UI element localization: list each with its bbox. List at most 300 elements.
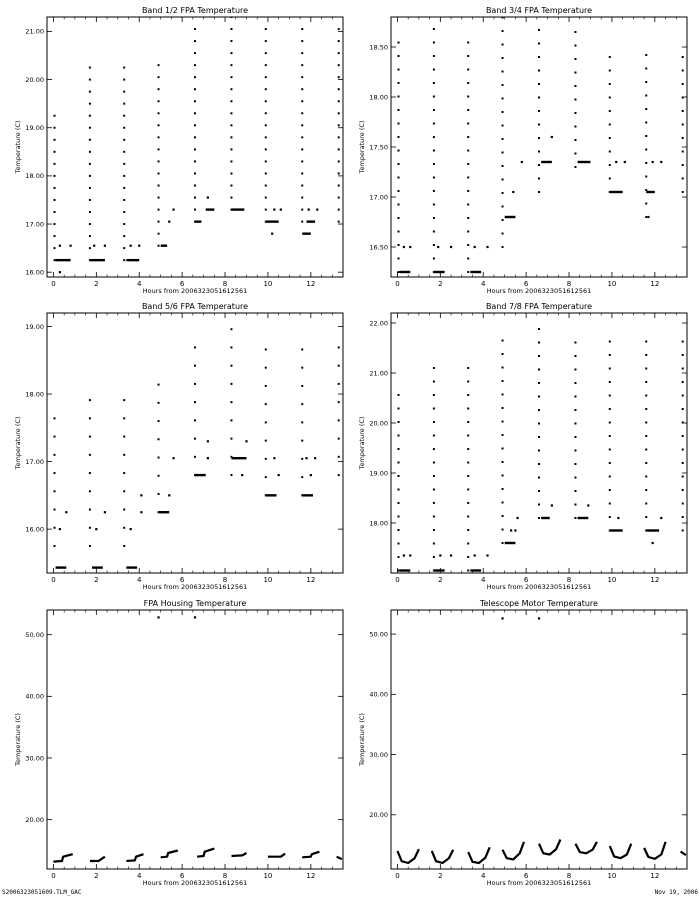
data-point [433, 543, 435, 545]
data-point [158, 172, 160, 174]
data-point [265, 160, 267, 162]
y-tick-label: 21.00 [369, 369, 388, 378]
data-point [682, 476, 684, 478]
data-point [574, 166, 576, 168]
data-point [123, 259, 125, 261]
data-point [551, 136, 553, 138]
y-tick-label: 18.50 [369, 43, 388, 52]
data-point [502, 84, 504, 86]
data-point [338, 383, 340, 385]
data-point [467, 556, 469, 558]
data-point [158, 197, 160, 199]
data-point [398, 217, 400, 219]
data-point [89, 509, 91, 511]
data-point [230, 474, 232, 476]
data-point [398, 258, 400, 260]
data-point [467, 109, 469, 111]
data-point [301, 367, 303, 369]
chart-panel-5 [14, 599, 343, 887]
data-point [538, 490, 540, 492]
data-point [89, 163, 91, 165]
data-point [609, 449, 611, 451]
data-point [59, 271, 61, 273]
data-point [682, 489, 684, 491]
data-point [502, 138, 504, 140]
data-point [301, 160, 303, 162]
data-point [574, 382, 576, 384]
data-series-line [197, 849, 214, 857]
data-point [230, 383, 232, 385]
data-point [301, 28, 303, 30]
data-point [574, 58, 576, 60]
data-point [502, 57, 504, 59]
data-point [433, 15, 435, 17]
data-point [301, 64, 303, 66]
data-point [398, 190, 400, 192]
data-point [502, 448, 504, 450]
data-point [682, 381, 684, 383]
footer-date: Nov 19, 2006 [654, 889, 698, 896]
data-point [301, 458, 303, 460]
data-point [609, 164, 611, 166]
data-point [230, 148, 232, 150]
chart-panel-1 [14, 6, 343, 295]
data-point [194, 124, 196, 126]
x-tick-label: 2 [438, 872, 443, 880]
data-point [609, 341, 611, 343]
data-point [645, 381, 647, 383]
data-point [574, 450, 576, 452]
data-segment [470, 569, 481, 571]
data-point [54, 490, 56, 492]
data-point [123, 79, 125, 81]
x-tick-label: 10 [263, 576, 273, 584]
data-point [502, 421, 504, 423]
data-point [467, 96, 469, 98]
data-segment [126, 259, 139, 261]
data-point [467, 367, 469, 369]
data-point [194, 197, 196, 199]
data-point [486, 554, 488, 556]
data-point [587, 504, 589, 506]
data-point [104, 245, 106, 247]
data-point [467, 163, 469, 165]
data-point [682, 449, 684, 451]
y-axis-label: Temperature (C) [358, 120, 366, 174]
data-point [609, 435, 611, 437]
data-point [398, 69, 400, 71]
data-point [433, 489, 435, 491]
data-point [502, 488, 504, 490]
data-point [338, 64, 340, 66]
data-point [609, 151, 611, 153]
data-point [502, 206, 504, 208]
data-point [409, 554, 411, 556]
data-point [433, 82, 435, 84]
data-point [682, 503, 684, 505]
data-point [245, 440, 247, 442]
data-point [314, 457, 316, 459]
data-point [172, 208, 174, 210]
data-layer [54, 16, 340, 273]
data-point [467, 271, 469, 273]
y-tick-label: 16.00 [25, 525, 44, 534]
data-point [158, 88, 160, 90]
data-point [467, 462, 469, 464]
data-point [609, 503, 611, 505]
data-point [398, 543, 400, 545]
data-segment [266, 494, 277, 496]
data-point [682, 56, 684, 58]
data-point [93, 245, 95, 247]
data-point [54, 509, 56, 511]
data-point [230, 172, 232, 174]
data-point [123, 175, 125, 177]
chart-title: Band 1/2 FPA Temperature [141, 6, 249, 15]
data-point [301, 421, 303, 423]
data-point [433, 381, 435, 383]
data-point [271, 233, 273, 235]
x-axis-label: Hours from 2006323051612561 [486, 879, 592, 887]
data-point [305, 457, 307, 459]
data-point [645, 108, 647, 110]
data-point [398, 82, 400, 84]
data-point [123, 454, 125, 456]
data-point [265, 40, 267, 42]
data-point [398, 55, 400, 57]
data-point [312, 221, 314, 223]
data-point [54, 187, 56, 189]
data-point [574, 463, 576, 465]
y-tick-label: 20.00 [369, 419, 388, 428]
data-segment [434, 569, 445, 571]
data-point [194, 456, 196, 458]
data-point [265, 28, 267, 30]
data-point [398, 150, 400, 152]
data-point [467, 421, 469, 423]
data-point [158, 136, 160, 138]
data-point [338, 419, 340, 421]
chart-title: Band 7/8 FPA Temperature [485, 302, 593, 311]
data-layer [54, 328, 340, 569]
data-point [230, 136, 232, 138]
data-point [123, 127, 125, 129]
x-tick-label: 6 [523, 872, 529, 880]
data-point [172, 457, 174, 459]
x-tick-label: 8 [566, 576, 572, 584]
data-point [265, 112, 267, 114]
data-point [54, 247, 56, 249]
data-point [158, 245, 160, 247]
data-point [645, 216, 647, 218]
data-point [54, 127, 56, 129]
data-point [54, 545, 56, 547]
data-point [502, 353, 504, 355]
data-point [89, 91, 91, 93]
data-point [89, 175, 91, 177]
data-point [241, 474, 243, 476]
data-point [682, 151, 684, 153]
data-point [338, 124, 340, 126]
data-point [660, 517, 662, 519]
data-point [574, 45, 576, 47]
data-point [538, 97, 540, 99]
x-tick-label: 8 [566, 872, 572, 880]
data-point [280, 208, 282, 210]
y-tick-label: 20.00 [369, 811, 388, 820]
y-tick-label: 19.00 [25, 124, 44, 133]
data-point [574, 72, 576, 74]
data-point [474, 246, 476, 248]
data-segment [541, 517, 550, 519]
data-point [89, 490, 91, 492]
data-point [467, 69, 469, 71]
data-point [301, 148, 303, 150]
data-point [89, 151, 91, 153]
data-point [645, 516, 647, 518]
data-point [574, 477, 576, 479]
data-point [398, 177, 400, 179]
data-point [660, 161, 662, 163]
data-point [433, 556, 435, 558]
data-point [398, 462, 400, 464]
chart-panel-4 [358, 302, 687, 591]
data-point [54, 151, 56, 153]
chart-title: Telescope Motor Temperature [480, 599, 598, 608]
data-point [265, 100, 267, 102]
data-point [301, 124, 303, 126]
data-point [158, 64, 160, 66]
data-point [467, 502, 469, 504]
data-point [538, 151, 540, 153]
data-point [433, 163, 435, 165]
data-point [265, 136, 267, 138]
data-point [54, 139, 56, 141]
data-point [338, 112, 340, 114]
data-point [89, 545, 91, 547]
data-point [609, 110, 611, 112]
data-point [54, 235, 56, 237]
data-point [609, 476, 611, 478]
x-tick-label: 0 [395, 872, 400, 880]
data-point [301, 403, 303, 405]
data-point [54, 454, 56, 456]
data-point [123, 67, 125, 69]
data-point [230, 112, 232, 114]
data-point [514, 529, 516, 531]
data-point [398, 231, 400, 233]
data-point [682, 341, 684, 343]
data-point [645, 81, 647, 83]
data-point [502, 461, 504, 463]
data-point [89, 399, 91, 401]
x-tick-label: 8 [222, 576, 228, 584]
data-point [230, 64, 232, 66]
data-point [467, 435, 469, 437]
y-tick-label: 19.00 [369, 469, 388, 478]
data-point [158, 384, 160, 386]
data-point [230, 76, 232, 78]
data-series-line [468, 847, 490, 863]
data-point [682, 137, 684, 139]
data-point [230, 438, 232, 440]
y-tick-label: 22.00 [369, 319, 388, 328]
data-point [433, 217, 435, 219]
data-point [467, 448, 469, 450]
data-point [230, 419, 232, 421]
data-point [194, 64, 196, 66]
y-axis-label: Temperature (C) [14, 120, 22, 174]
data-point [467, 244, 469, 246]
data-segment [195, 220, 201, 222]
data-series-line [610, 844, 631, 859]
data-point [338, 100, 340, 102]
x-tick-label: 6 [179, 576, 185, 584]
data-point [433, 475, 435, 477]
data-point [194, 136, 196, 138]
y-tick-label: 18.00 [25, 390, 44, 399]
data-point [54, 211, 56, 213]
data-point [338, 456, 340, 458]
data-point [138, 245, 140, 247]
data-point [467, 543, 469, 545]
data-point [265, 88, 267, 90]
x-tick-label: 10 [263, 872, 273, 880]
data-point [398, 109, 400, 111]
data-segment [400, 569, 411, 571]
data-point [398, 502, 400, 504]
data-point [54, 175, 56, 177]
x-tick-label: 4 [136, 872, 142, 880]
data-point [301, 385, 303, 387]
data-point [168, 494, 170, 496]
chart-title: FPA Housing Temperature [143, 599, 247, 608]
chart-title: Band 3/4 FPA Temperature [485, 6, 593, 15]
data-point [645, 395, 647, 397]
data-point [645, 54, 647, 56]
data-point [230, 40, 232, 42]
data-point [574, 504, 576, 506]
data-layer [53, 616, 342, 861]
data-point [439, 554, 441, 556]
data-point [123, 490, 125, 492]
data-point [158, 124, 160, 126]
data-point [194, 76, 196, 78]
data-point [338, 221, 340, 223]
data-point [338, 88, 340, 90]
data-point [645, 354, 647, 356]
data-point [502, 502, 504, 504]
data-point [609, 56, 611, 58]
data-point [194, 438, 196, 440]
y-tick-label: 19.00 [25, 322, 44, 331]
data-point [157, 616, 159, 618]
data-segment [505, 542, 516, 544]
data-point [609, 489, 611, 491]
data-point [609, 97, 611, 99]
x-tick-label: 0 [51, 872, 56, 880]
data-segment [470, 271, 481, 273]
data-point [123, 417, 125, 419]
data-series-line [644, 842, 666, 859]
data-point [308, 208, 310, 210]
data-point [123, 163, 125, 165]
data-point [158, 76, 160, 78]
data-point [89, 103, 91, 105]
data-point [123, 91, 125, 93]
data-point [398, 435, 400, 437]
data-point [502, 71, 504, 73]
data-point [467, 258, 469, 260]
data-point [158, 438, 160, 440]
data-series-line [302, 852, 319, 858]
data-point [89, 67, 91, 69]
data-series-line [681, 852, 686, 856]
data-segment [400, 271, 411, 273]
data-segment [266, 220, 279, 222]
data-segment [90, 259, 105, 261]
data-point [538, 463, 540, 465]
data-point [158, 457, 160, 459]
data-point [574, 31, 576, 33]
data-point [230, 100, 232, 102]
data-point [301, 348, 303, 350]
data-point [123, 399, 125, 401]
data-point [89, 115, 91, 117]
data-series-line [232, 853, 247, 856]
data-point [682, 435, 684, 437]
x-tick-label: 8 [566, 280, 572, 288]
data-point [301, 440, 303, 442]
data-point [194, 160, 196, 162]
data-point [538, 83, 540, 85]
data-point [130, 528, 132, 530]
data-point [230, 365, 232, 367]
x-tick-label: 4 [136, 576, 142, 584]
data-point [89, 199, 91, 201]
data-point [645, 203, 647, 205]
data-point [338, 474, 340, 476]
data-point [433, 394, 435, 396]
data-point [467, 177, 469, 179]
data-point [265, 148, 267, 150]
x-tick-label: 12 [650, 280, 660, 288]
data-point [502, 529, 504, 531]
data-point [574, 99, 576, 101]
data-segment [302, 494, 313, 496]
data-point [467, 55, 469, 57]
data-point [538, 450, 540, 452]
data-point [502, 125, 504, 127]
x-axis-label: Hours from 2006323051612561 [142, 583, 248, 591]
data-point [647, 216, 649, 218]
data-point [398, 136, 400, 138]
data-point [158, 475, 160, 477]
x-axis-label: Hours from 2006323051612561 [142, 287, 248, 295]
data-point [501, 617, 503, 619]
data-point [140, 494, 142, 496]
data-segment [505, 216, 516, 218]
data-point [338, 346, 340, 348]
data-point [278, 474, 280, 476]
data-series-line [503, 842, 525, 860]
data-point [398, 123, 400, 125]
x-axis-label: Hours from 2006323051612561 [486, 583, 592, 591]
data-point [194, 419, 196, 421]
data-point [467, 475, 469, 477]
data-point [574, 396, 576, 398]
data-point [450, 246, 452, 248]
